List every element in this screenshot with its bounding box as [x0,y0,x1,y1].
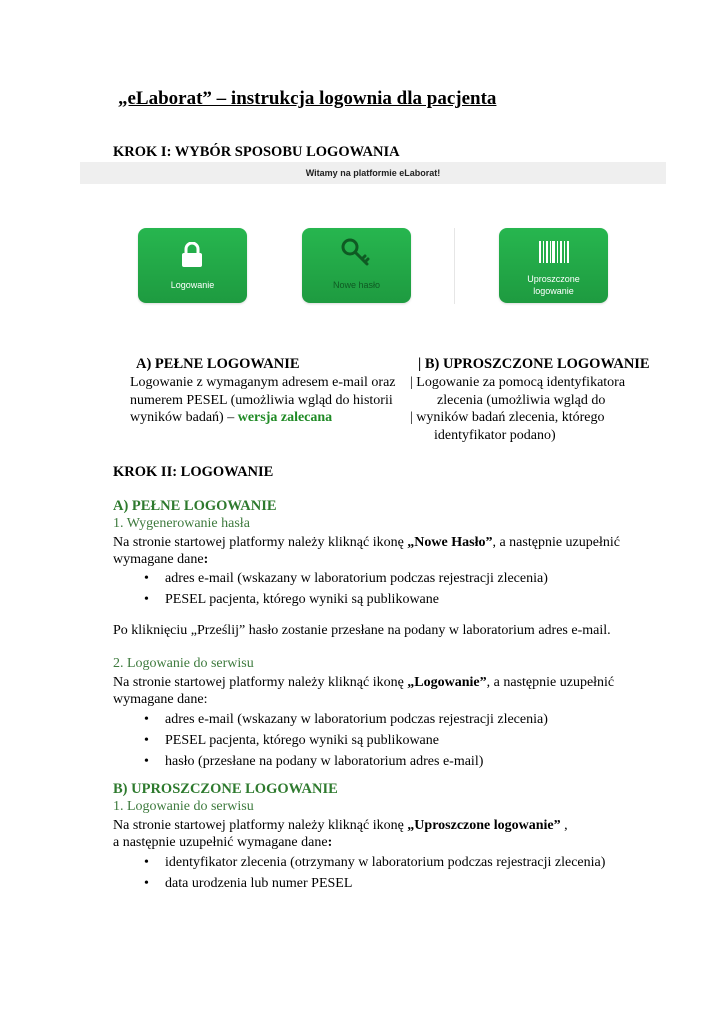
section-b-sub1-intro [113,817,568,851]
section-b-sub1-intro-colon: : [327,835,333,850]
section-a-sub1-intro-colon: : [203,552,209,567]
section-a-sub2-bullets [135,709,548,772]
section-a-sub1-title: 1. Wygenerowanie hasła [113,516,250,531]
option-a-line2: numerem PESEL (umożliwia wgląd do historii [130,392,393,408]
section-a-sub2-intro-suffix: , a następnie uzupełnić [486,675,615,690]
section-a-heading: A) PEŁNE LOGOWANIE [113,498,277,514]
list-item: • PESEL pacjenta, którego wyniki są publikowane [135,730,548,751]
barcode-icon [539,241,569,263]
list-item: • adres e-mail (wskazany w laboratorium podczas rejestracji zlecenia) [135,568,548,589]
section-b-sub1-intro-prefix: Na stronie startowej platformy należy kliknąć ikonę [113,818,404,833]
section-a-sub2-intro [113,674,614,708]
key-icon [341,238,371,268]
section-b-heading: B) UPROSZCZONE LOGOWANIE [113,781,338,797]
simplified-login-tile[interactable] [499,228,608,303]
list-item: • data urodzenia lub numer PESEL [135,873,605,894]
section-a-sub2-title: 2. Logowanie do serwisu [113,656,254,671]
simplified-login-ref: „Uproszczone logowanie” [407,818,561,833]
section-a-sub1-intro-line2 [113,551,620,568]
step2-heading: KROK II: LOGOWANIE [113,464,274,480]
option-b-heading: | B) UPROSZCZONE LOGOWANIE [418,356,650,372]
option-b-line4: identyfikator podano) [434,427,556,443]
recommended-label: wersja zalecana [237,410,333,425]
section-b-sub1-intro-line2 [113,834,568,851]
document-title: „eLaborat” – instrukcja logownia dla pacjenta [118,88,497,109]
option-b-line1: | Logowanie za pomocą identyfikatora [410,375,626,390]
simplified-login-label-line1: Uproszczone [527,274,580,284]
section-b-sub1-intro-line2-text: a następnie uzupełnić wymagane dane [113,835,328,850]
option-a-description [130,374,396,427]
option-b-line3: | wyników badań zlecenia, którego [410,410,605,425]
section-a-sub1-note: Po kliknięciu „Prześlij” hasło zostanie przesłane na podany w laboratorium adres e-mail. [113,623,611,638]
option-a-heading: A) PEŁNE LOGOWANIE [136,356,300,372]
option-b-line2: zlecenia (umożliwia wgląd do [437,392,606,408]
section-a-sub2-intro-line1 [113,674,614,691]
login-tile-label: Logowanie [170,280,215,290]
simplified-login-label-line2: logowanie [533,286,574,296]
new-password-tile[interactable] [302,228,411,303]
section-b-sub1-intro-suffix: , [560,818,568,833]
section-a-sub1-intro-prefix: Na stronie startowej platformy należy kliknąć ikonę [113,535,404,550]
welcome-banner: Witamy na platformie eLaborat! [80,162,666,184]
section-b-sub1-title: 1. Logowanie do serwisu [113,799,254,814]
new-password-ref: „Nowe Hasło” [407,535,493,550]
section-a-sub1-bullets [135,568,548,610]
option-a-line3-prefix: wyników badań) – [130,410,235,425]
step1-heading: KROK I: WYBÓR SPOSOBU LOGOWANIA [113,144,400,160]
option-b-description [410,374,625,444]
option-a-line1: Logowanie z wymaganym adresem e-mail oraz [130,375,396,390]
login-ref: „Logowanie” [407,675,487,690]
section-b-sub1-bullets [135,852,605,894]
section-a-sub2-intro-line2: wymagane dane: [113,692,208,707]
list-item: • PESEL pacjenta, którego wyniki są publikowane [135,589,548,610]
list-item: • identyfikator zlecenia (otrzymany w laboratorium podczas rejestracji zlecenia) [135,852,605,873]
option-a-line3 [130,409,396,427]
section-a-sub1-intro [113,534,620,568]
tile-divider [454,228,455,304]
new-password-tile-label: Nowe hasło [332,280,381,290]
section-a-sub1-intro-line1 [113,534,620,551]
list-item: • hasło (przesłane na podany w laboratorium adres e-mail) [135,751,548,772]
section-a-sub2-intro-prefix: Na stronie startowej platformy należy kliknąć ikonę [113,675,404,690]
section-b-sub1-intro-line1 [113,817,568,834]
section-a-sub1-intro-line2-text: wymagane dane [113,552,204,567]
section-a-sub1-intro-suffix: , a następnie uzupełnić [492,535,620,550]
list-item: • adres e-mail (wskazany w laboratorium podczas rejestracji zlecenia) [135,709,548,730]
login-tile[interactable] [138,228,247,303]
lock-icon [181,242,203,268]
